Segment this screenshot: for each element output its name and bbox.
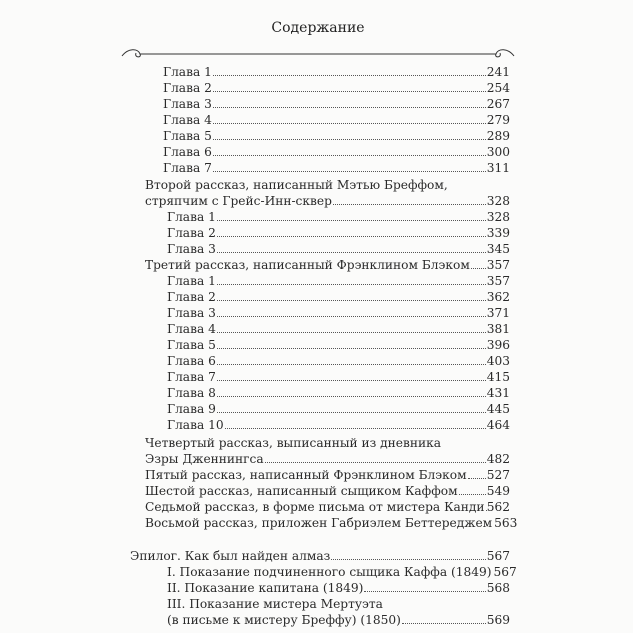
toc-entry: Третий рассказ, написанный Фрэнклином Блэком 357 [145,258,510,272]
toc-entry: Глава 1 241 [163,65,510,79]
toc-entry-title: Второй рассказ, написанный Мэтью Бреффом, [145,178,448,192]
toc-entry: Глава 7 311 [163,161,510,175]
toc-entry: Глава 3 267 [163,97,510,111]
toc-entry: Эпилог. Как был найден алмаз 567 [130,549,510,563]
toc-entry: Глава 6 300 [163,145,510,159]
toc-entry: Глава 6 403 [167,354,510,368]
toc-entry: Глава 2 254 [163,81,510,95]
toc-entry-title: III. Показание мистера Мертуэта [167,597,383,611]
toc-entry: Глава 9 445 [167,402,510,416]
toc-entry: Эзры Дженнингса 482 [145,452,510,466]
toc-entry: Глава 3 345 [167,242,510,256]
toc-entry: Глава 3 371 [167,306,510,320]
toc-entry: Глава 2 339 [167,226,510,240]
toc-entry: Глава 5 289 [163,129,510,143]
toc-entry: Глава 4 279 [163,113,510,127]
toc-entry: Глава 2 362 [167,290,510,304]
toc-entry: I. Показание подчиненного сыщика Каффа (1849) 567 [167,565,517,579]
toc-entry: Пятый рассказ, написанный Фрэнклином Блэком 527 [145,468,510,482]
toc-entry: Глава 7 415 [167,370,510,384]
page-title: Содержание [271,20,365,36]
toc-entry: Седьмой рассказ, в форме письма от мистера Канди 562 [145,500,510,514]
toc-entry: Глава 10 464 [167,418,510,432]
toc-entry-title: Четвертый рассказ, выписанный из дневника [145,436,442,450]
toc-entry: стряпчим с Грейс-Инн-сквер 328 [145,194,510,208]
toc-entry: (в письме к мистеру Бреффу) (1850) 569 [167,613,510,627]
toc-entry: Восьмой рассказ, приложен Габриэлем Беттереджем 563 [145,516,518,530]
toc-entry: II. Показание капитана (1849) 568 [167,581,510,595]
toc-entry: Глава 1 328 [167,210,510,224]
toc-entry: Глава 5 396 [167,338,510,352]
toc-entry: Шестой рассказ, написанный сыщиком Каффом 549 [145,484,510,498]
toc-entry: Глава 4 381 [167,322,510,336]
toc-entry: Глава 1 357 [167,274,510,288]
toc-entry: Глава 8 431 [167,386,510,400]
